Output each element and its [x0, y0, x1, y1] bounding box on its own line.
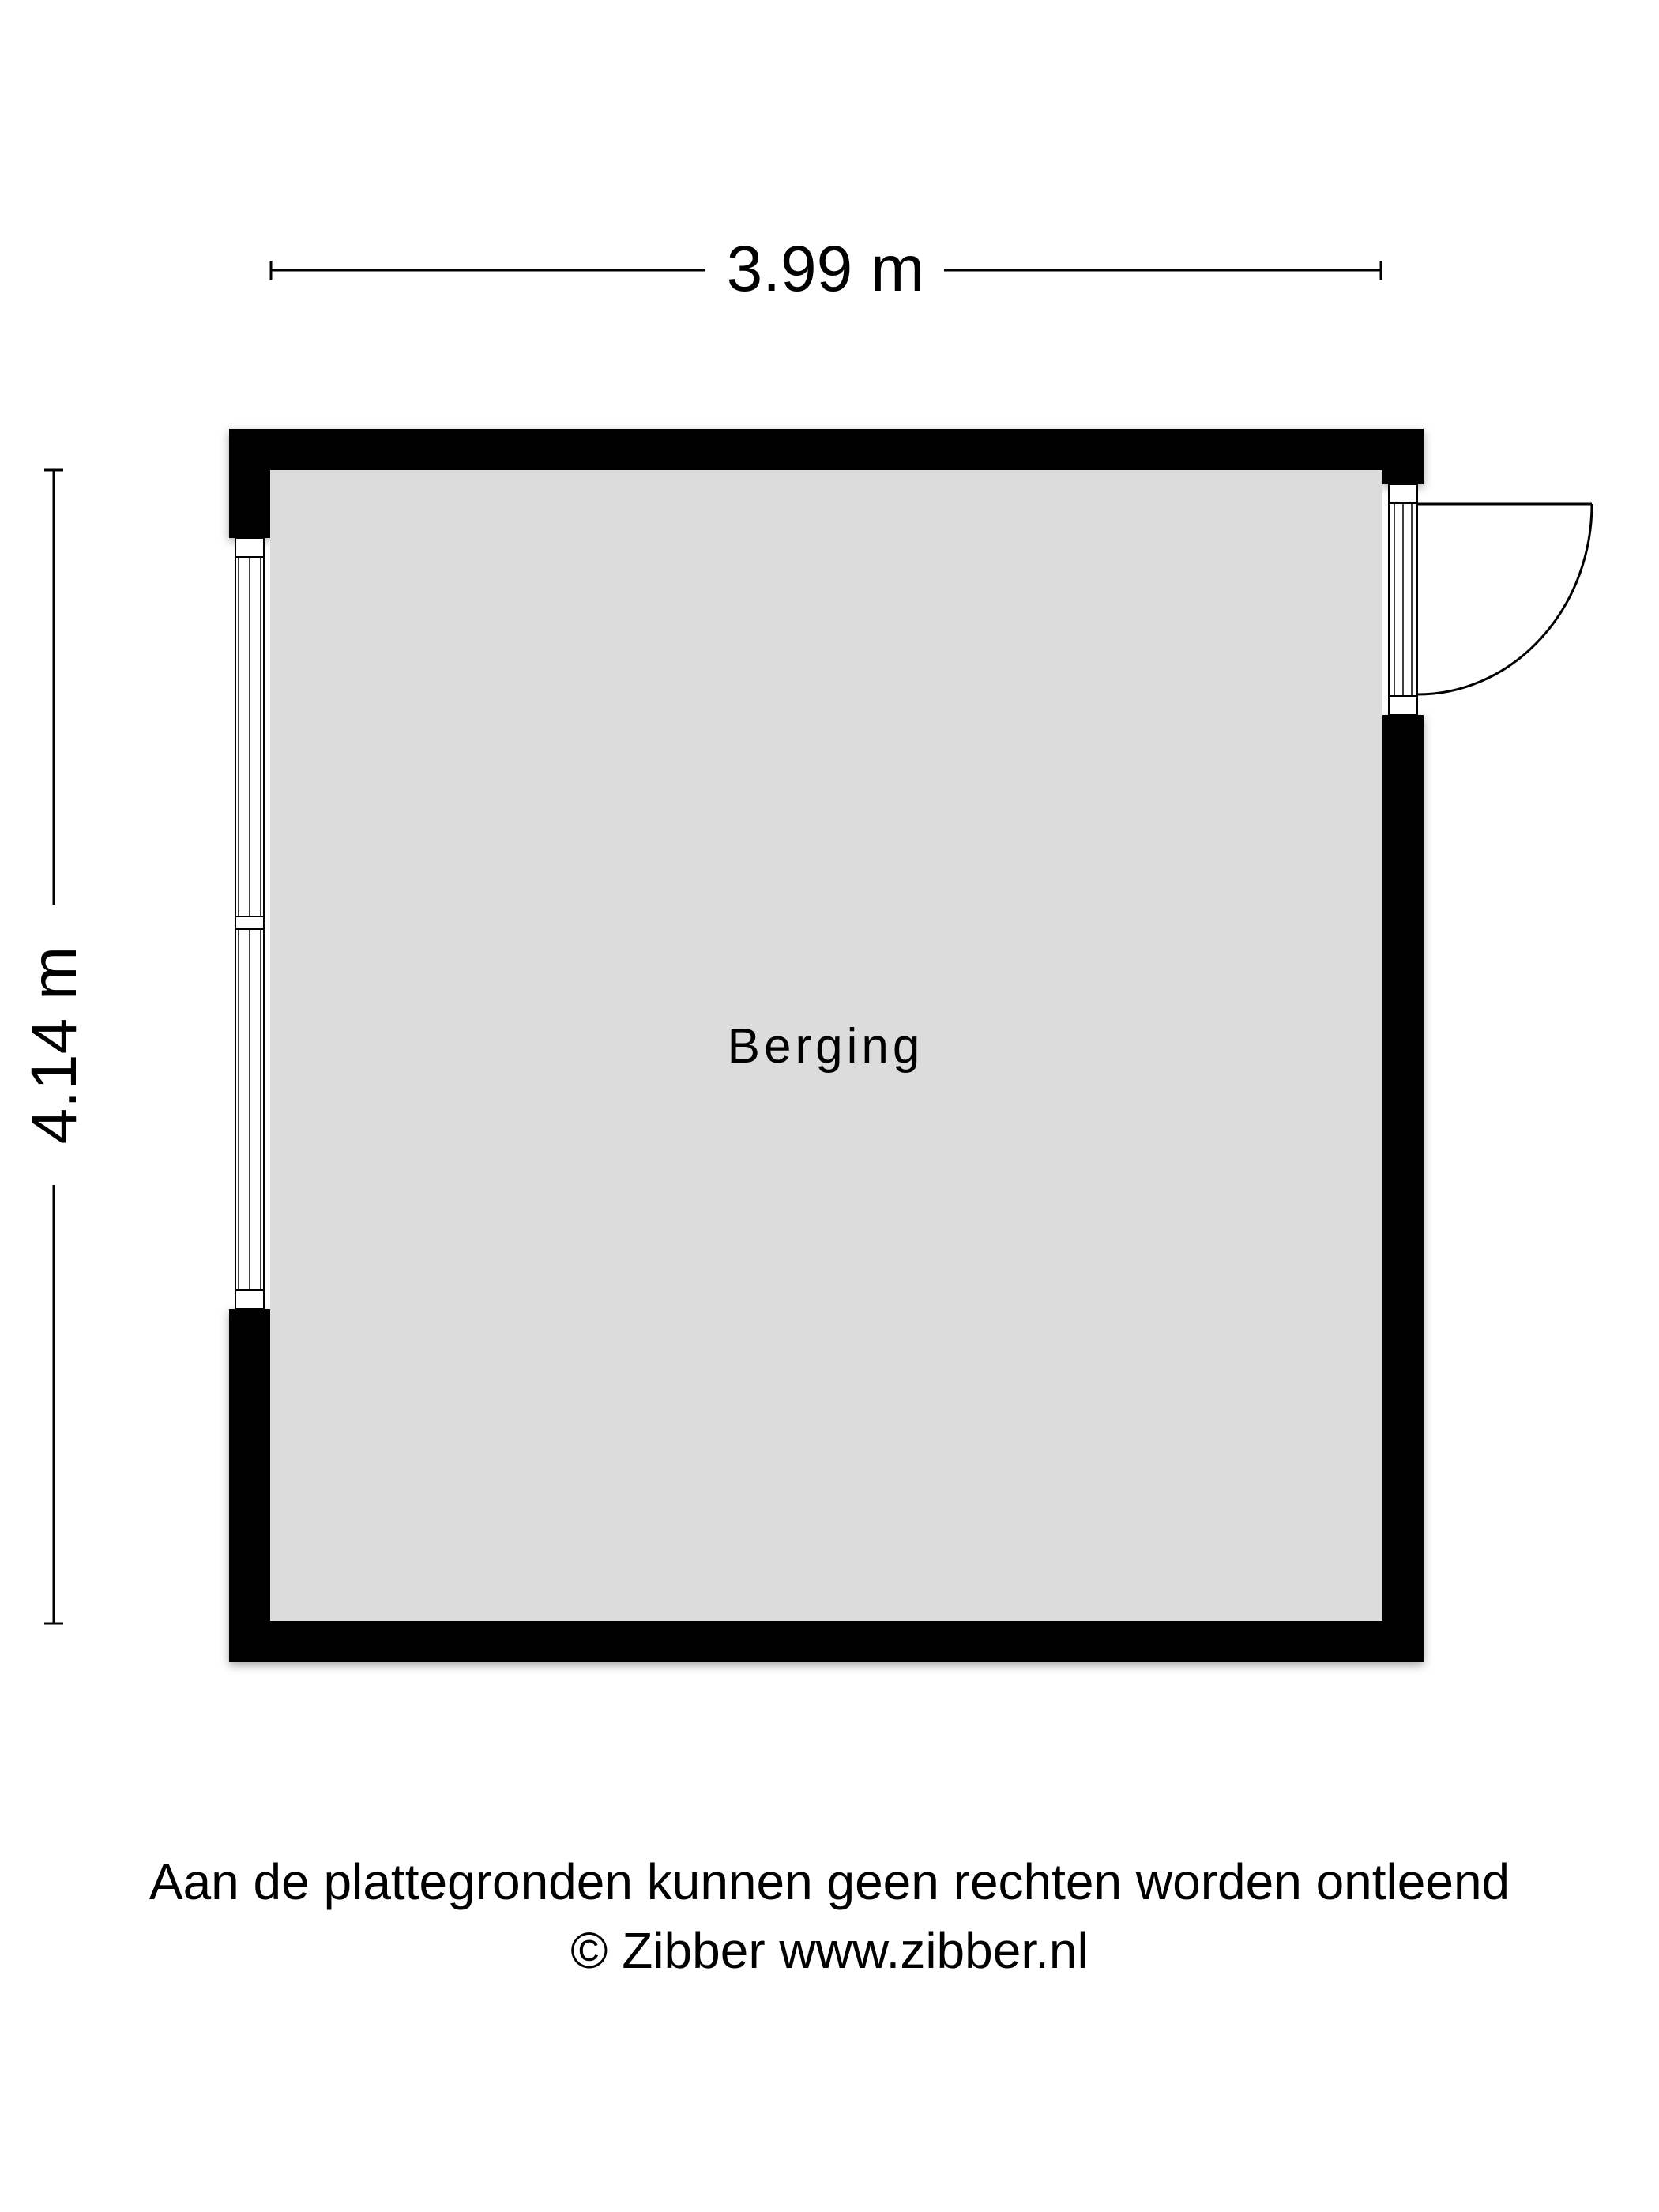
height-dimension [18, 470, 90, 1623]
window-left [235, 538, 264, 1309]
width-label: 3.99 m [726, 233, 925, 305]
width-dimension [271, 233, 1381, 305]
copyright-text: © Zibber www.zibber.nl [570, 1922, 1089, 1979]
disclaimer-text: Aan de plattegronden kunnen geen rechten worden ontleend [149, 1853, 1510, 1910]
door-swing-arc [1417, 504, 1592, 694]
room-label: Berging [727, 1019, 924, 1074]
door-right [1389, 484, 1592, 715]
height-label: 4.14 m [18, 946, 90, 1145]
